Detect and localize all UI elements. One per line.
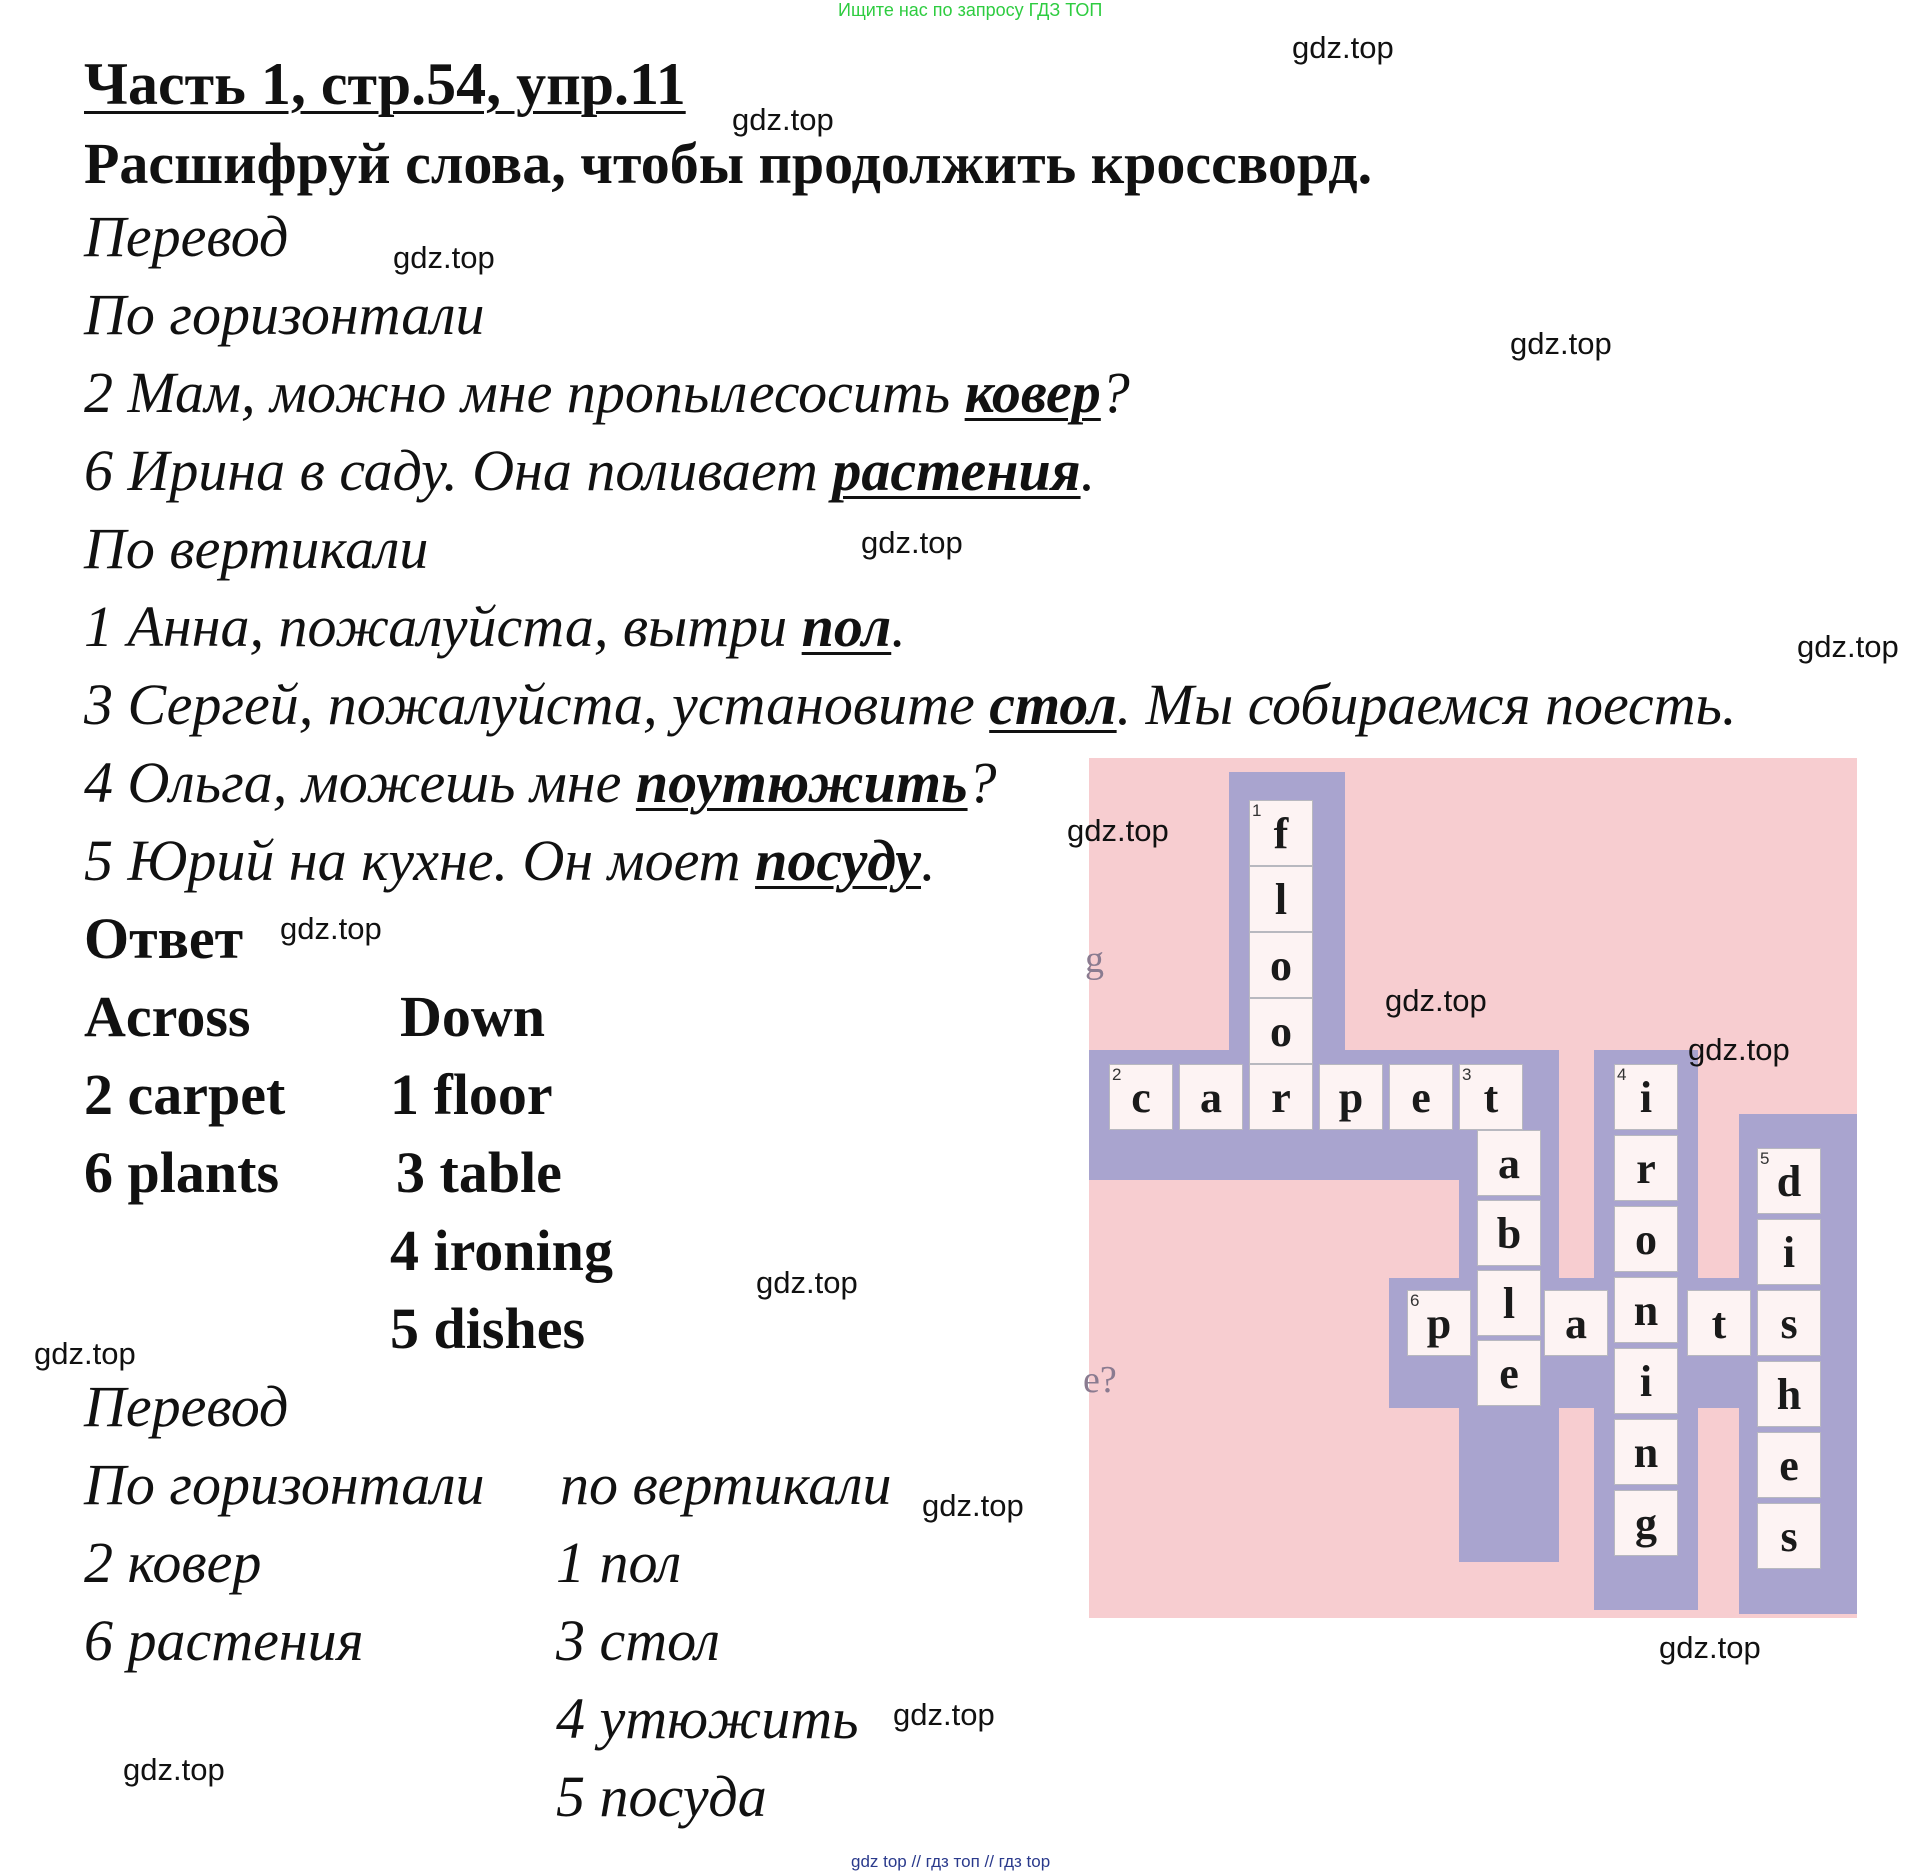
footer-links[interactable]: gdz top // гдз топ // гдз top (851, 1852, 1051, 1871)
sentence-text: . (891, 594, 906, 659)
crossword-letter-ironing: i (1639, 1356, 1653, 1406)
answer-word: растения (832, 438, 1081, 503)
watermark: gdz.top (861, 525, 963, 560)
crossword-letter-ironing: n (1633, 1285, 1659, 1335)
crossword-letter-table: a (1498, 1138, 1520, 1188)
crossword-letter-dishes: i (1782, 1227, 1796, 1277)
watermark: gdz.top (123, 1752, 225, 1787)
crossword-letter-carpet: p (1338, 1072, 1364, 1122)
answer-word: пол (801, 594, 892, 659)
crossword-letter-dishes: s (1780, 1511, 1798, 1561)
translation2-down-heading: по вертикали (560, 1452, 892, 1517)
answer-down-item: 1 floor (390, 1062, 553, 1127)
margin-glyph: g (1085, 939, 1104, 981)
sentence-text: 5 Юрий на кухне. Он моет (84, 828, 756, 893)
crossword-letter-dishes: e (1779, 1440, 1799, 1490)
watermark: gdz.top (1385, 983, 1487, 1018)
answer-word: ковер (964, 360, 1101, 425)
translation2-across-item: 6 растения (84, 1608, 364, 1673)
answer-heading: Ответ (84, 906, 244, 971)
task-text: Расшифруй слова, чтобы продолжить кроссворд. (84, 131, 1373, 196)
crossword-letter-carpet: a (1200, 1072, 1222, 1122)
crossword-clue-number: 4 (1617, 1065, 1627, 1084)
crossword-letter-carpet: e (1411, 1072, 1431, 1122)
watermark: gdz.top (1688, 1032, 1790, 1067)
sentence-1 (84, 595, 906, 659)
sentence-text: ? (1100, 360, 1130, 425)
watermark: gdz.top (1510, 326, 1612, 361)
answers-across-label: Across (84, 984, 251, 1049)
sentence-5 (84, 829, 936, 893)
watermark: gdz.top (756, 1265, 858, 1300)
translation2-down-item: 3 стол (556, 1608, 720, 1673)
crossword-letter-floor: f (1273, 808, 1289, 858)
answer-across-item: 2 carpet (84, 1062, 286, 1127)
translation-heading: Перевод (84, 204, 289, 269)
crossword-letter-dishes: h (1776, 1369, 1802, 1419)
crossword-letter-table: l (1502, 1278, 1516, 1328)
crossword-letter-plants: p (1426, 1298, 1452, 1348)
sentence-4 (84, 751, 997, 815)
crossword-letter-ironing: n (1633, 1427, 1659, 1477)
across-heading: По горизонтали (84, 282, 485, 347)
answer-across-item: 6 plants (84, 1140, 280, 1205)
translation2-down-item: 5 посуда (556, 1764, 767, 1829)
answer-word: стол (989, 672, 1117, 737)
crossword-letter-floor: l (1274, 874, 1288, 924)
margin-glyph: e? (1083, 1359, 1117, 1401)
crossword-letter-floor: o (1270, 1006, 1292, 1056)
watermark: gdz.top (34, 1336, 136, 1371)
crossword-letter-table: b (1496, 1208, 1522, 1258)
sentence-text: ? (967, 750, 997, 815)
sentence-text: . (921, 828, 936, 893)
sentence-text: 2 Мам, можно мне пропылесосить (84, 360, 965, 425)
watermark: gdz.top (1659, 1630, 1761, 1665)
crossword-letter-floor: o (1270, 940, 1292, 990)
crossword-clue-number: 6 (1410, 1291, 1420, 1310)
crossword-image (1083, 758, 1857, 1618)
crossword-letter-carpet: r (1271, 1072, 1291, 1122)
sentence-text: . Мы собираемся поесть. (1116, 672, 1737, 737)
crossword-letter-dishes: s (1780, 1298, 1798, 1348)
sentence-text: 4 Ольга, можешь мне (84, 750, 636, 815)
crossword-letter-plants: t (1711, 1298, 1727, 1348)
crossword-letter-table: e (1499, 1348, 1519, 1398)
crossword-letter-dishes: d (1776, 1156, 1802, 1206)
crossword-letter-carpet: c (1131, 1072, 1151, 1122)
translation2-heading: Перевод (84, 1374, 289, 1439)
crossword-clue-number: 5 (1760, 1149, 1770, 1168)
watermark: gdz.top (1067, 813, 1169, 848)
sentence-text: 3 Сергей, пожалуйста, установите (84, 672, 990, 737)
down-heading: По вертикали (84, 516, 429, 581)
crossword-letter-ironing: o (1635, 1214, 1657, 1264)
watermark: gdz.top (393, 240, 495, 275)
translation2-down-item: 1 пол (556, 1530, 682, 1595)
crossword-letter-ironing: r (1636, 1143, 1656, 1193)
top-banner[interactable]: Ищите нас по запросу ГДЗ ТОП (838, 0, 1103, 20)
watermark: gdz.top (893, 1697, 995, 1732)
translation2-across-heading: По горизонтали (84, 1452, 485, 1517)
sentence-3 (84, 673, 1736, 737)
crossword-letter-carpet: t (1483, 1072, 1499, 1122)
answers-down-label: Down (400, 984, 546, 1049)
watermark: gdz.top (1292, 30, 1394, 65)
watermark: gdz.top (280, 911, 382, 946)
answer-word: посуду (755, 828, 921, 893)
crossword-clue-number: 3 (1462, 1065, 1472, 1084)
answer-down-item: 3 table (396, 1140, 562, 1205)
watermark: gdz.top (1797, 629, 1899, 664)
crossword-letter-ironing: i (1639, 1072, 1653, 1122)
translation2-down-item: 4 утюжить (556, 1686, 859, 1751)
sentence-text: 1 Анна, пожалуйста, вытри (84, 594, 802, 659)
sentence-text: . (1080, 438, 1096, 503)
sentence-6 (84, 439, 1095, 503)
crossword-letter-plants: a (1565, 1298, 1587, 1348)
answer-down-item: 5 dishes (390, 1296, 586, 1361)
page-title: Часть 1, стр.54, упр.11 (84, 51, 686, 117)
sentence-text: 6 Ирина в саду. Она поливает (84, 438, 833, 503)
crossword-clue-number: 2 (1112, 1065, 1122, 1084)
answer-word: поутюжить (635, 750, 968, 815)
crossword-clue-number: 1 (1252, 801, 1262, 820)
answer-down-item: 4 ironing (390, 1218, 613, 1283)
crossword-letter-ironing: g (1635, 1498, 1657, 1548)
watermark: gdz.top (732, 102, 834, 137)
watermark: gdz.top (922, 1488, 1024, 1523)
sentence-2 (84, 361, 1130, 425)
translation2-across-item: 2 ковер (84, 1530, 262, 1595)
